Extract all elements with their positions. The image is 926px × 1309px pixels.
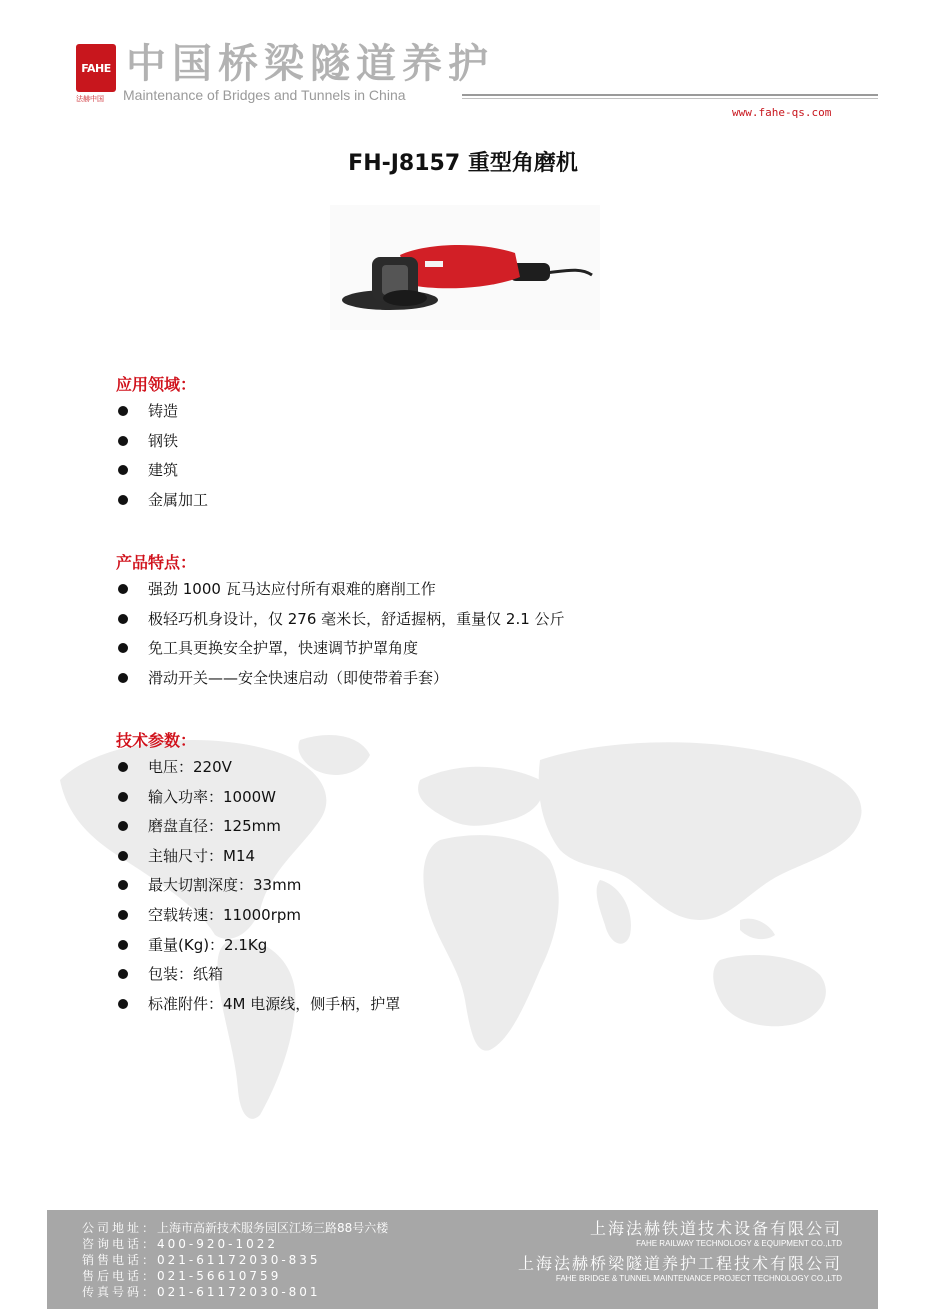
- logo-caption: 法赫中国: [76, 95, 104, 103]
- bullet-icon: [118, 910, 128, 920]
- application-heading: 应用领域：: [116, 375, 197, 394]
- list-item: [116, 960, 400, 990]
- bullet-icon: [118, 436, 128, 446]
- features-list: [116, 575, 565, 693]
- logo-mark: FAHE: [76, 44, 116, 92]
- list-item: [116, 664, 565, 694]
- list-item: [116, 427, 208, 457]
- features-heading: 产品特点：: [116, 553, 197, 572]
- bullet-icon: [118, 940, 128, 950]
- list-item-text: 空载转速：11000rpm: [148, 905, 302, 924]
- bullet-icon: [118, 673, 128, 683]
- list-item: [116, 842, 400, 872]
- list-item-text: 金属加工: [148, 490, 209, 509]
- list-item: [116, 871, 400, 901]
- contact-inquiry-phone: 咨询电话：400-920-1022: [82, 1237, 279, 1251]
- specs-heading: 技术参数：: [116, 731, 197, 750]
- list-item: [116, 397, 208, 427]
- header-rule-thin: [462, 98, 878, 99]
- list-item-text: 重量(Kg)：2.1Kg: [148, 935, 268, 954]
- bullet-icon: [118, 614, 128, 624]
- specs-list: [116, 753, 400, 1019]
- bullet-icon: [118, 792, 128, 802]
- company1-name-cn: 上海法赫铁道技术设备有限公司: [589, 1219, 842, 1238]
- contact-sales-phone: 销售电话：021-61172030-835: [82, 1253, 321, 1267]
- header-rule: [462, 94, 878, 96]
- list-item-text: 磨盘直径：125mm: [148, 817, 281, 836]
- list-item: [116, 990, 400, 1020]
- brand-title-cn: 中国桥梁隧道养护: [126, 41, 494, 87]
- list-item: [116, 575, 565, 605]
- list-item: [116, 812, 400, 842]
- list-item-text: 免工具更换安全护罩，快速调节护罩角度: [148, 639, 419, 658]
- list-item-text: 强劲 1000 瓦马达应付所有艰难的磨削工作: [148, 580, 436, 598]
- list-item-text: 滑动开关——安全快速启动（即使带着手套）: [148, 668, 449, 687]
- list-item: [116, 486, 208, 516]
- list-item-text: 最大切割深度：33mm: [148, 876, 302, 895]
- list-item-text: 包装：纸箱: [148, 965, 224, 984]
- angle-grinder-image: [330, 205, 600, 330]
- bullet-icon: [118, 821, 128, 831]
- bullet-icon: [118, 969, 128, 979]
- bullet-icon: [118, 584, 128, 594]
- company1-name-en: FAHE RAILWAY TECHNOLOGY & EQUIPMENT CO.,LTD: [636, 1239, 842, 1248]
- list-item-text: 钢铁: [148, 431, 179, 450]
- company2-name-cn: 上海法赫桥梁隧道养护工程技术有限公司: [517, 1254, 842, 1273]
- list-item-text: 输入功率：1000W: [148, 787, 277, 806]
- list-item: [116, 753, 400, 783]
- company-names: [518, 1220, 842, 1290]
- list-item: [116, 901, 400, 931]
- list-item: [116, 783, 400, 813]
- list-item: [116, 605, 565, 635]
- list-item-text: 主轴尺寸：M14: [148, 846, 256, 865]
- list-item-text: 标准附件：4M 电源线，侧手柄，护罩: [148, 994, 401, 1013]
- contact-aftersales-phone: 售后电话：021-56610759: [82, 1269, 282, 1283]
- bullet-icon: [118, 465, 128, 475]
- website-url[interactable]: www.fahe-qs.com: [732, 106, 832, 119]
- bullet-icon: [118, 851, 128, 861]
- contact-info: [82, 1220, 388, 1300]
- brand-title-en: Maintenance of Bridges and Tunnels in China: [123, 87, 406, 103]
- list-item-text: 铸造: [148, 402, 179, 420]
- list-item: [116, 634, 565, 664]
- bullet-icon: [118, 495, 128, 505]
- bullet-icon: [118, 880, 128, 890]
- list-item: [116, 931, 400, 961]
- list-item-text: 极轻巧机身设计，仅 276 毫米长，舒适握柄，重量仅 2.1 公斤: [148, 609, 565, 628]
- bullet-icon: [118, 999, 128, 1009]
- application-list: [116, 397, 208, 515]
- footer: [47, 1210, 878, 1309]
- page-title: FH-J8157 重型角磨机: [348, 151, 578, 176]
- bullet-icon: [118, 762, 128, 772]
- list-item: [116, 456, 208, 486]
- company2-name-en: FAHE BRIDGE & TUNNEL MAINTENANCE PROJECT TECHNOLOGY CO.,LTD: [555, 1274, 842, 1283]
- contact-address: 公司地址：上海市高新技术服务园区江场三路88号六楼: [82, 1221, 389, 1235]
- list-item-text: 建筑: [148, 461, 179, 480]
- list-item-text: 电压：220V: [148, 758, 232, 776]
- contact-fax: 传真号码：021-61172030-801: [82, 1285, 321, 1299]
- bullet-icon: [118, 406, 128, 416]
- company-logo: [76, 44, 116, 108]
- bullet-icon: [118, 643, 128, 653]
